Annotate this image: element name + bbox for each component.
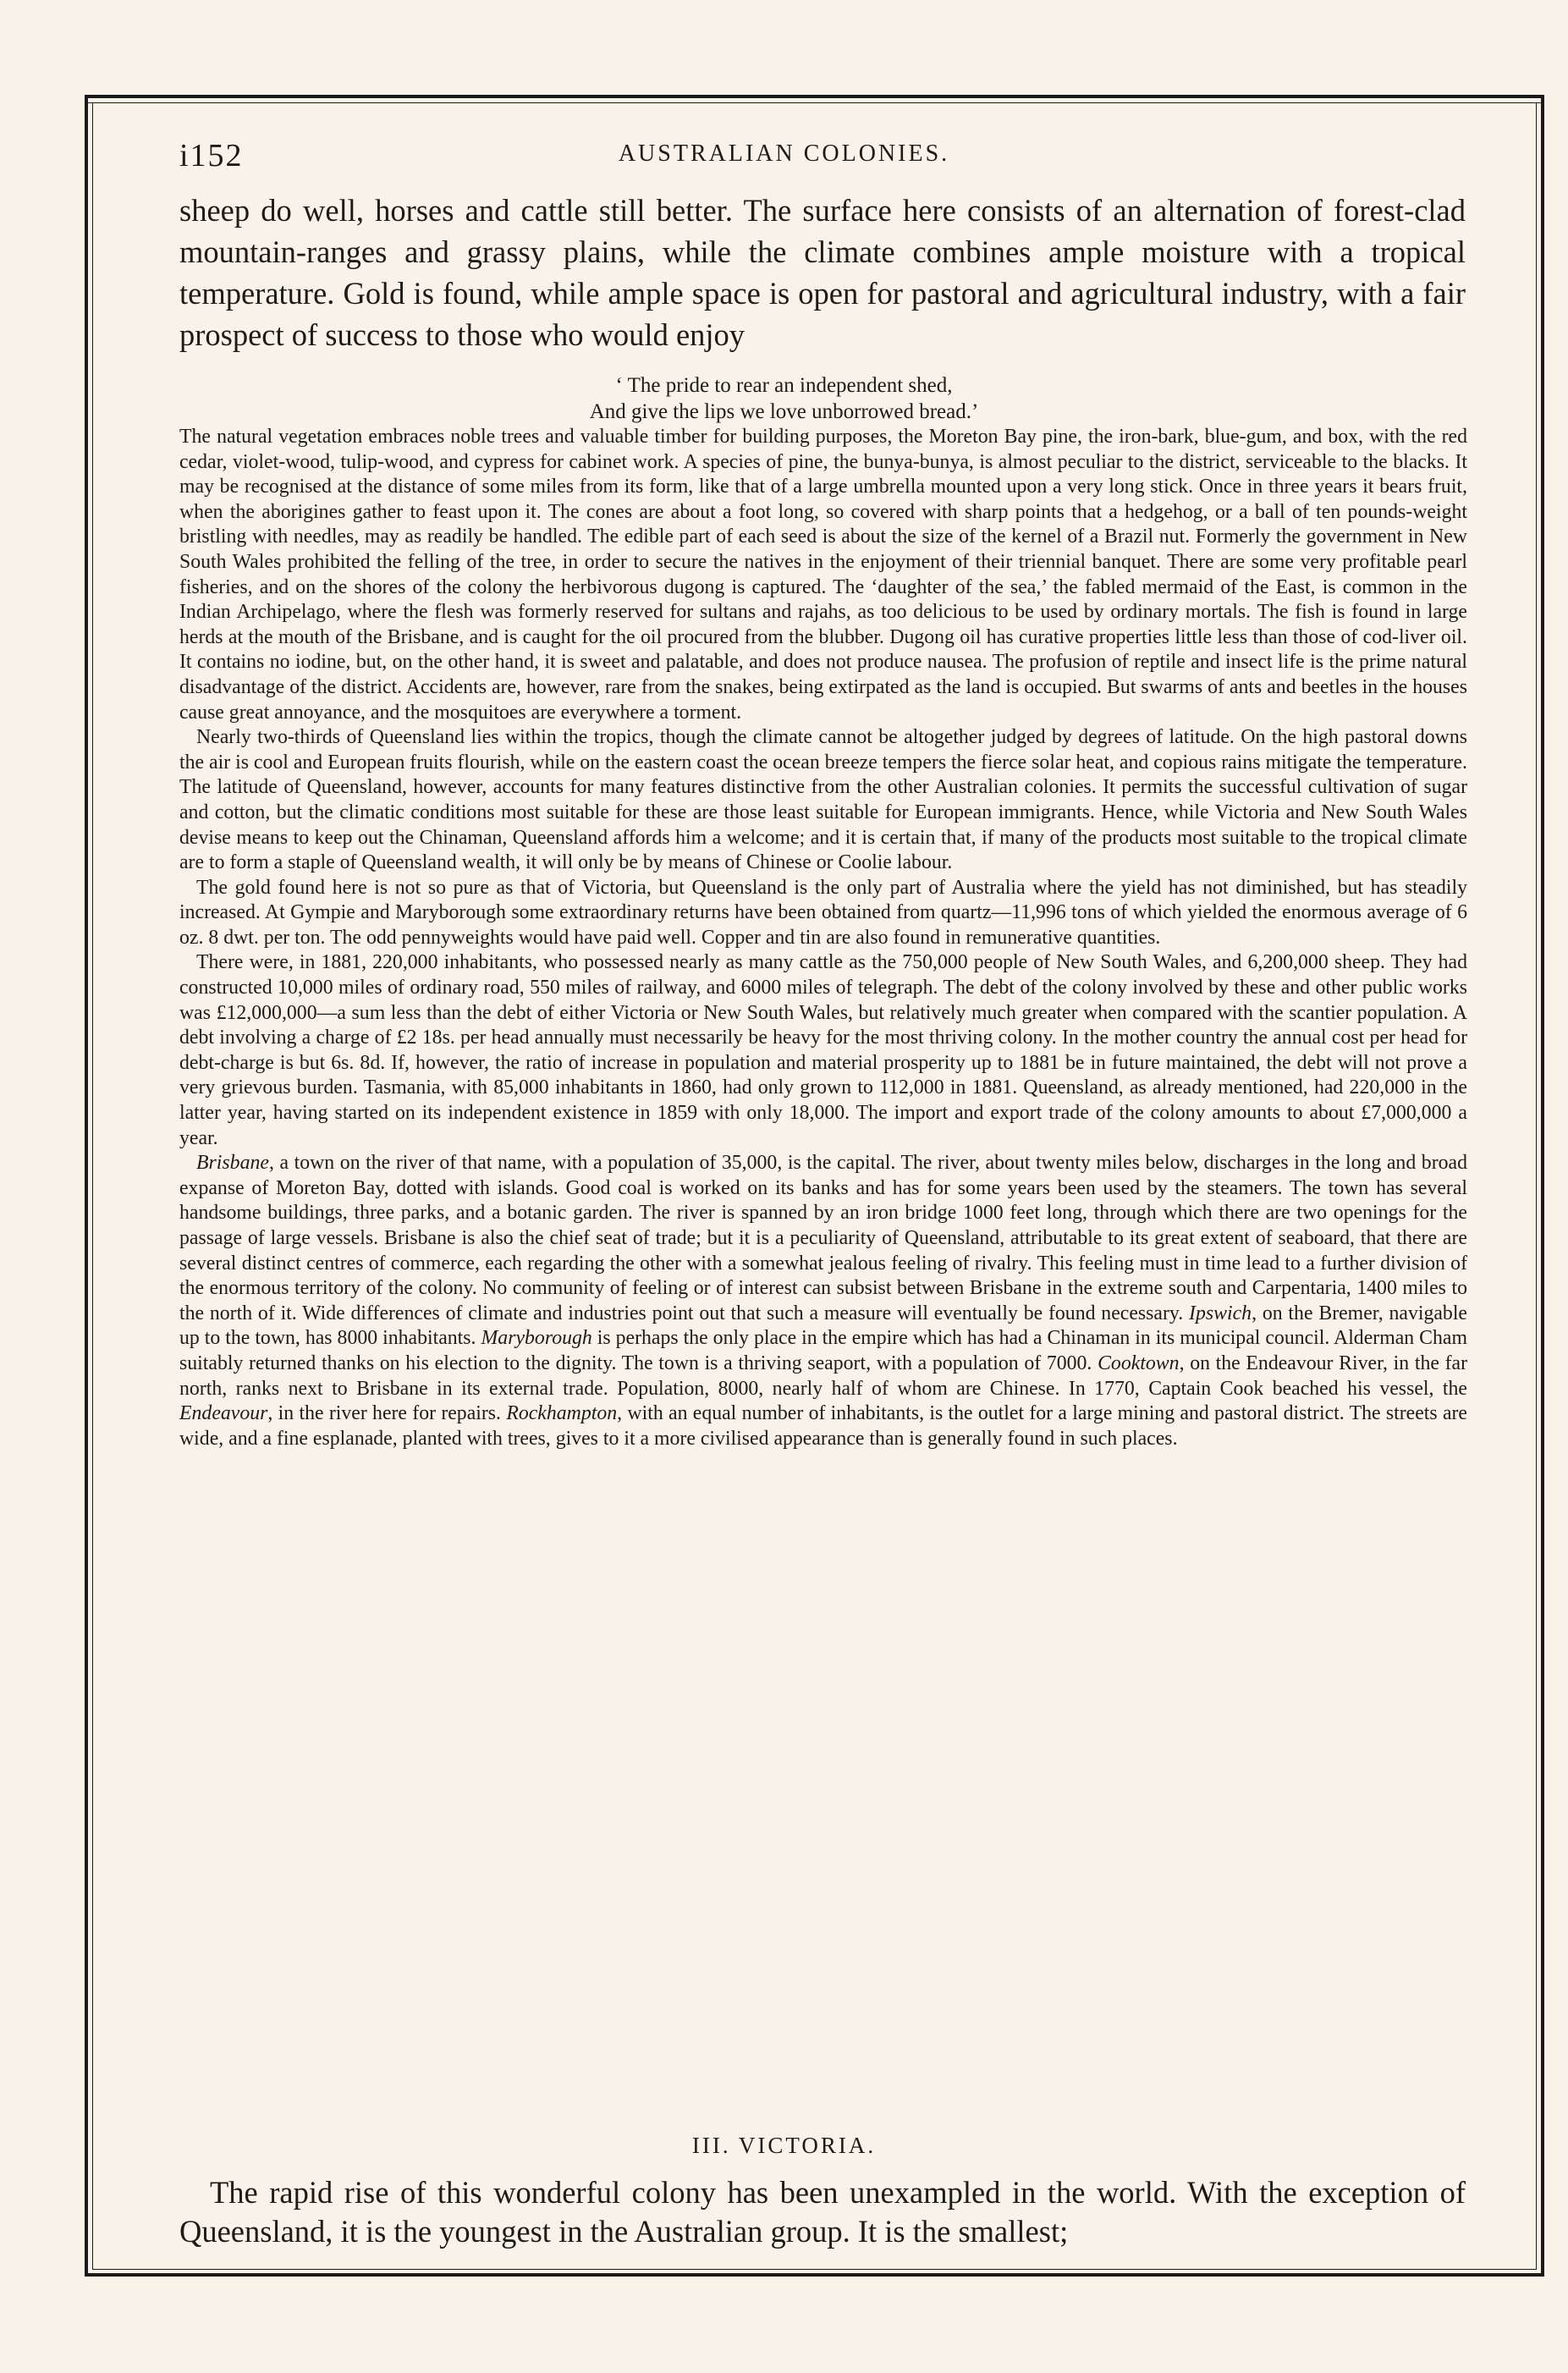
paragraph-climate: Nearly two-thirds of Queensland lies within the tropics, though the climate cannot be altogether judged by degrees of latitude. On the high pastoral downs the air is cool and European fruits flourish, while on the eastern coast the ocean breeze tempers the fierce solar heat, and copious rains mitigate the temperature. The latitude of Queensland, however, accounts for many features distinctive from the other Australian colonies. It permits the successful cultivation of sugar and cotton, but the climatic conditions most suitable for these are those least suitable for European immigrants. Hence, while Victoria and New South Wales devise means to keep out the Chinaman, Queensland affords him a welcome; and it is certain that, if many of the products most suitable to the tropical climate are to form a staple of Queensland wealth, it will only be by means of Chinese or Coolie labour.: [179, 726, 1467, 874]
verse-line-1: ‘ The pride to rear an independent shed,: [615, 374, 953, 397]
section-opening-paragraph: The rapid rise of this wonderful colony has been unexampled in the world. With the exception of Queensland, it is the youngest in the Australian group. It is the smallest;: [179, 2175, 1466, 2249]
frame-rule-right-inner: [1536, 102, 1537, 2269]
body-text: [179, 425, 1467, 1451]
frame-rule-bottom-inner: [92, 2269, 1537, 2270]
paragraph-population: There were, in 1881, 220,000 inhabitants, who possessed nearly as many cattle as the 750,000 people of New South Wales, and 6,200,000 sheep. They had constructed 10,000 miles of ordinary road, 550 miles of railway, and 6000 miles of telegraph. The debt of the colony involved by these and other public works was £12,000,000—a sum less than the debt of either Victoria or New South Wales, but relatively much greater when compared with the scantier population. A debt involving a charge of £2 18s. per head annually must necessarily be heavy for the most thriving colony. In the mother country the annual cost per head for debt-charge is but 6s. 8d. If, however, the ratio of increase in population and material prosperity up to 1881 be in future maintained, the debt will not prove a very grievous burden. Tasmania, with 85,000 inhabitants in 1860, had only grown to 112,000 in 1881. Queensland, as already mentioned, had 220,000 in the latter year, having started on its independent existence in 1859 with only 18,000. The import and export trade of the colony amounts to about £7,000,000 a year.: [179, 951, 1467, 1149]
town-name-cooktown: Cooktown: [1098, 1352, 1180, 1374]
lead-paragraph: sheep do well, horses and cattle still better. The surface here consists of an alternation of forest-clad mountain-ranges and grassy plains, while the climate combines ample moisture with a tropical temperature. Gold is found, while ample space is open for pastoral and agricultural industry, with a fair prospect of success to those who would enjoy: [179, 193, 1466, 352]
town-name-rockhampton: Rockhampton: [506, 1402, 618, 1425]
paragraph-towns: Brisbane, a town on the river of that name, with a population of 35,000, is the capital. The river, about twenty miles below, discharges in the long and broad expanse of Moreton Bay, dotted with islands. Good coal is worked on its banks and has for some years been used by the steamers. The town has several handsome buildings, three parks, and a botanic garden. The river is spanned by an iron bridge 1000 feet long, through which there are two openings for the passage of large vessels. Brisbane is also the chief seat of trade; but it is a peculiarity of Queensland, attributable to its great extent of seaboard, that there are several distinct centres of commerce, each regarding the other with a somewhat jealous feeling of rivalry. This feeling must in time lead to a further division of the enormous territory of the colony. No community of feeling or of interest can subsist between Brisbane in the extreme south and Carpentaria, 1400 miles to the north of it. Wide differences of climate and industries point out that such a measure will eventually be found necessary. Ipswich, on the Bremer, navigable up to the town, has 8000 inhabitants. Maryborough is perhaps the only place in the empire which has had a Chinaman in its municipal council. Alderman Cham suitably returned thanks on his election to the dignity. The town is a thriving seaport, with a population of 7000. Cooktown, on the Endeavour River, in the far north, ranks next to Brisbane in its external trade. Population, 8000, nearly half of whom are Chinese. In 1770, Captain Cook beached his vessel, the Endeavour, in the river here for repairs. Rockhampton, with an equal number of inhabitants, is the outlet for a large mining and pastoral district. The streets are wide, and a fine esplanade, planted with trees, gives to it a more civilised appearance than is generally found in such places.: [179, 1152, 1468, 1450]
running-title: AUSTRALIAN COLONIES.: [618, 140, 950, 167]
frame-rule-left-inner: [92, 102, 93, 2269]
frame-rule-top: [85, 95, 1544, 98]
town-name-ipswich: Ipswich: [1189, 1302, 1252, 1324]
verse-line-2: And give the lips we love unborrowed bread.’: [589, 400, 979, 423]
page-number: i152: [179, 138, 244, 173]
town-name-maryborough: Maryborough: [481, 1327, 592, 1350]
frame-rule-top-inner: [85, 102, 1544, 103]
verse-quote: [0, 372, 1568, 425]
frame-rule-bottom: [85, 2273, 1544, 2277]
paragraph-vegetation: The natural vegetation embraces noble trees and valuable timber for building purposes, the Moreton Bay pine, the iron-bark, blue-gum, and box, with the red cedar, violet-wood, tulip-wood, and cypress for cabinet work. A species of pine, the bunya-bunya, is almost peculiar to the district, serviceable to the blacks. It may be recognised at the distance of some miles from its form, like that of a large umbrella mounted upon a very long stick. Once in three years it bears fruit, when the aborigines gather to feast upon it. The cones are about a foot long, so covered with sharp points that a hedgehog, or a ball of ten pounds-weight bristling with needles, may as readily be handled. The edible part of each seed is about the size of the kernel of a Brazil nut. Formerly the government in New South Wales prohibited the felling of the tree, in order to secure the natives in the enjoyment of their triennial banquet. There are some very profitable pearl fisheries, and on the shores of the colony the herbivorous dugong is captured. The ‘daughter of the sea,’ the fabled mermaid of the East, is common in the Indian Archipelago, where the flesh was formerly reserved for sultans and rajahs, as too delicious to be used by ordinary mortals. The fish is found in large herds at the mouth of the Brisbane, and is caught for the oil procured from the blubber. Dugong oil has curative properties little less than those of cod-liver oil. It contains no iodine, but, on the other hand, it is sweet and palatable, and does not produce nausea. The profusion of reptile and insect life is the prime natural disadvantage of the district. Accidents are, however, rare from the snakes, being extirpated as the land is occupied. But swarms of ants and beetles in the houses cause great annoyance, and the mosquitoes are everywhere a torment.: [179, 426, 1467, 724]
paragraph-gold: The gold found here is not so pure as that of Victoria, but Queensland is the only part of Australia where the yield has not diminished, but has steadily increased. At Gympie and Maryborough some extraordinary returns have been obtained from quartz—11,996 tons of which yielded the enormous average of 6 oz. 8 dwt. per ton. The odd pennyweights would have paid well. Copper and tin are also found in remunerative quantities.: [179, 876, 1467, 949]
town-name-brisbane: Brisbane: [196, 1152, 269, 1175]
section-heading: III. VICTORIA.: [691, 2133, 877, 2158]
ship-name-endeavour: Endeavour: [179, 1402, 268, 1425]
